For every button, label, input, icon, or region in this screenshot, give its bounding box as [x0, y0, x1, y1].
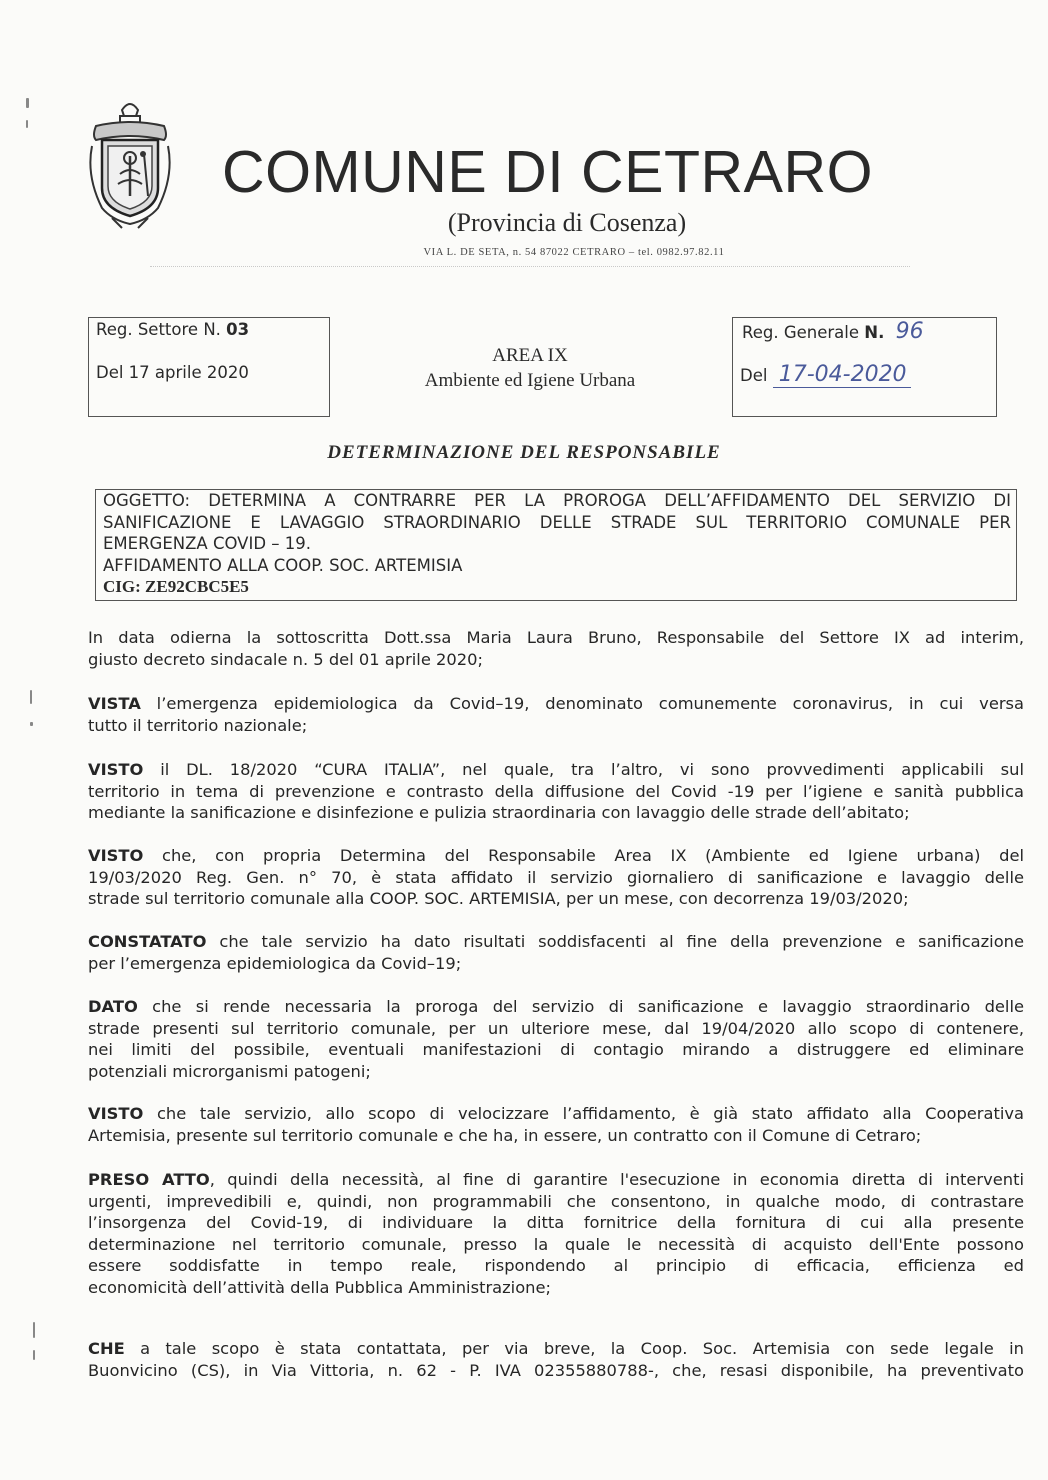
paragraph-line: l’emergenza epidemiologica da Covid–19, denominato comunemente coronavirus, in cui versa	[140, 694, 1024, 713]
paragraph-lead: VISTO	[88, 846, 144, 865]
paragraph-lead: VISTO	[88, 1104, 144, 1123]
paragraph-lead: CONSTATATO	[88, 932, 207, 951]
subject-line: EMERGENZA COVID – 19.	[103, 534, 311, 553]
area-number: AREA IX	[492, 345, 568, 366]
paragraph-lead: CHE	[88, 1339, 125, 1358]
paragraph-line: che tale servizio ha dato risultati soddisfacenti al fine della prevenzione e sanificazione	[206, 932, 1024, 951]
paragraph	[88, 1338, 1024, 1381]
margin-mark	[26, 120, 28, 128]
paragraph-line: giusto decreto sindacale n. 5 del 01 aprile 2020;	[88, 649, 483, 669]
address: VIA L. DE SETA, n. 54 87022 CETRARO – tel. 0982.97.82.11	[423, 247, 725, 258]
paragraph-line: economicità dell’attività della Pubblica Amministrazione;	[88, 1277, 551, 1297]
subject-line: SANIFICAZIONE E LAVAGGIO STRAORDINARIO DELLE STRADE SUL TERRITORIO COMUNALE PER	[103, 512, 1011, 532]
subject-line: AFFIDAMENTO ALLA COOP. SOC. ARTEMISIA	[103, 555, 463, 575]
paragraph-line: , quindi della necessità, al fine di garantire l'esecuzione in economia diretta di interventi	[209, 1170, 1024, 1189]
paragraph-line: che tale servizio, allo scopo di velocizzare l’affidamento, è già stato affidato alla Cooperativa	[143, 1104, 1024, 1123]
paragraph-lead: DATO	[88, 997, 138, 1016]
paragraph-line: essere soddisfatte in tempo reale, rispondendo al principio di efficacia, efficienza ed	[88, 1256, 1024, 1275]
paragraph	[88, 845, 1024, 910]
province: (Provincia di Cosenza)	[447, 208, 687, 237]
reg-settore-label-row	[96, 320, 249, 339]
paragraph-line: Artemisia, presente sul territorio comunale e che ha, in essere, un contratto con il Comune di Cetraro;	[88, 1125, 922, 1145]
margin-mark	[30, 722, 33, 726]
paragraph-line: il DL. 18/2020 “CURA ITALIA”, nel quale, tra l’altro, vi sono provvedimenti applicabili sul	[143, 760, 1024, 779]
paragraph-line: In data odierna la sottoscritta Dott.ssa Maria Laura Bruno, Responsabile del Settore IX ad interim,	[88, 628, 1024, 647]
paragraph-line: mediante la sanificazione e disinfezione e pulizia straordinaria con lavaggio delle strade dell’abitato;	[88, 803, 910, 822]
margin-mark	[26, 98, 29, 108]
paragraph-lead: VISTA	[88, 694, 141, 713]
reg-generale-n-label: N.	[864, 323, 885, 342]
document-heading: DETERMINAZIONE DEL RESPONSABILE	[327, 442, 721, 463]
reg-settore-date: Del 17 aprile 2020	[96, 363, 249, 382]
paragraph-line: strade presenti sul territorio comunale, per un ulteriore mese, dal 19/04/2020 allo scopo di contenere,	[88, 1018, 1024, 1038]
subject-line: OGGETTO: DETERMINA A CONTRARRE PER LA PROROGA DELL’AFFIDAMENTO DEL SERVIZIO DI	[103, 491, 1011, 510]
subject-text	[103, 490, 1011, 598]
town-name: COMUNE DI CETRARO	[222, 139, 873, 205]
cig-code: CIG: ZE92CBC5E5	[103, 577, 249, 596]
reg-generale-number: 96	[895, 319, 924, 344]
paragraph-line: l’insorgenza del Covid-19, di individuare la ditta fornitrice della fornitura di cui alla presente	[88, 1213, 1024, 1232]
paragraph-line: strade sul territorio comunale alla COOP. SOC. ARTEMISIA, per un mese, con decorrenza 19/03/2020;	[88, 889, 909, 908]
paragraph-line: Buonvicino (CS), in Via Vittoria, n. 62 - P. IVA 02355880788-, che, resasi disponibile, ha preventivato	[88, 1360, 1024, 1380]
paragraph	[88, 1169, 1024, 1298]
paragraph	[88, 1103, 1024, 1146]
paragraph	[88, 693, 1024, 736]
paragraph-line: urgenti, imprevedibili e, quindi, non programmabili che consentono, in qualche modo, di contrastare	[88, 1191, 1024, 1211]
margin-mark	[33, 1350, 35, 1360]
paragraph-line: che, con propria Determina del Responsabile Area IX (Ambiente ed Igiene urbana) del	[143, 846, 1024, 865]
paragraph-lead: VISTO	[88, 760, 144, 779]
paragraph-line: territorio in tema di prevenzione e contrasto della diffusione del Covid -19 per l’igiene e sanità pubblica	[88, 781, 1024, 801]
margin-mark	[33, 1322, 35, 1338]
paragraph	[88, 931, 1024, 974]
reg-settore-number: 03	[226, 320, 250, 339]
paragraph-line: determinazione nel territorio comunale, presso la quale le necessità di acquisto dell'Ente possono	[88, 1234, 1024, 1254]
reg-generale-date-row	[740, 362, 911, 387]
paragraph	[88, 996, 1024, 1082]
reg-generale-label-row	[742, 319, 924, 344]
reg-generale-label: Reg. Generale	[742, 323, 860, 342]
area-block	[380, 343, 680, 393]
reg-generale-del-label: Del	[740, 366, 768, 385]
paragraph	[88, 759, 1024, 824]
paragraph-line: nei limiti del possibile, eventuali manifestazioni di contagio mirando a distruggere ed eliminare	[88, 1040, 1024, 1059]
area-name: Ambiente ed Igiene Urbana	[424, 370, 636, 391]
reg-settore-label: Reg. Settore N.	[96, 320, 221, 339]
reg-generale-date: 17-04-2020	[773, 362, 911, 388]
paragraph-line: potenziali microrganismi patogeni;	[88, 1061, 371, 1081]
paragraph-line: a tale scopo è stata contattata, per via breve, la Coop. Soc. Artemisia con sede legale in	[124, 1339, 1024, 1358]
paragraph	[88, 627, 1024, 670]
paragraph-line: 19/03/2020 Reg. Gen. n° 70, è stata affidato il servizio giornaliero di sanificazione e lavaggio delle	[88, 867, 1024, 887]
paragraph-line: tutto il territorio nazionale;	[88, 715, 308, 735]
header-divider	[150, 266, 910, 267]
paragraph-line: per l’emergenza epidemiologica da Covid–19;	[88, 953, 462, 973]
margin-mark	[30, 690, 32, 704]
paragraph-lead: PRESO ATTO	[88, 1170, 210, 1189]
paragraph-line: che si rende necessaria la proroga del servizio di sanificazione e lavaggio straordinario delle	[137, 997, 1024, 1016]
